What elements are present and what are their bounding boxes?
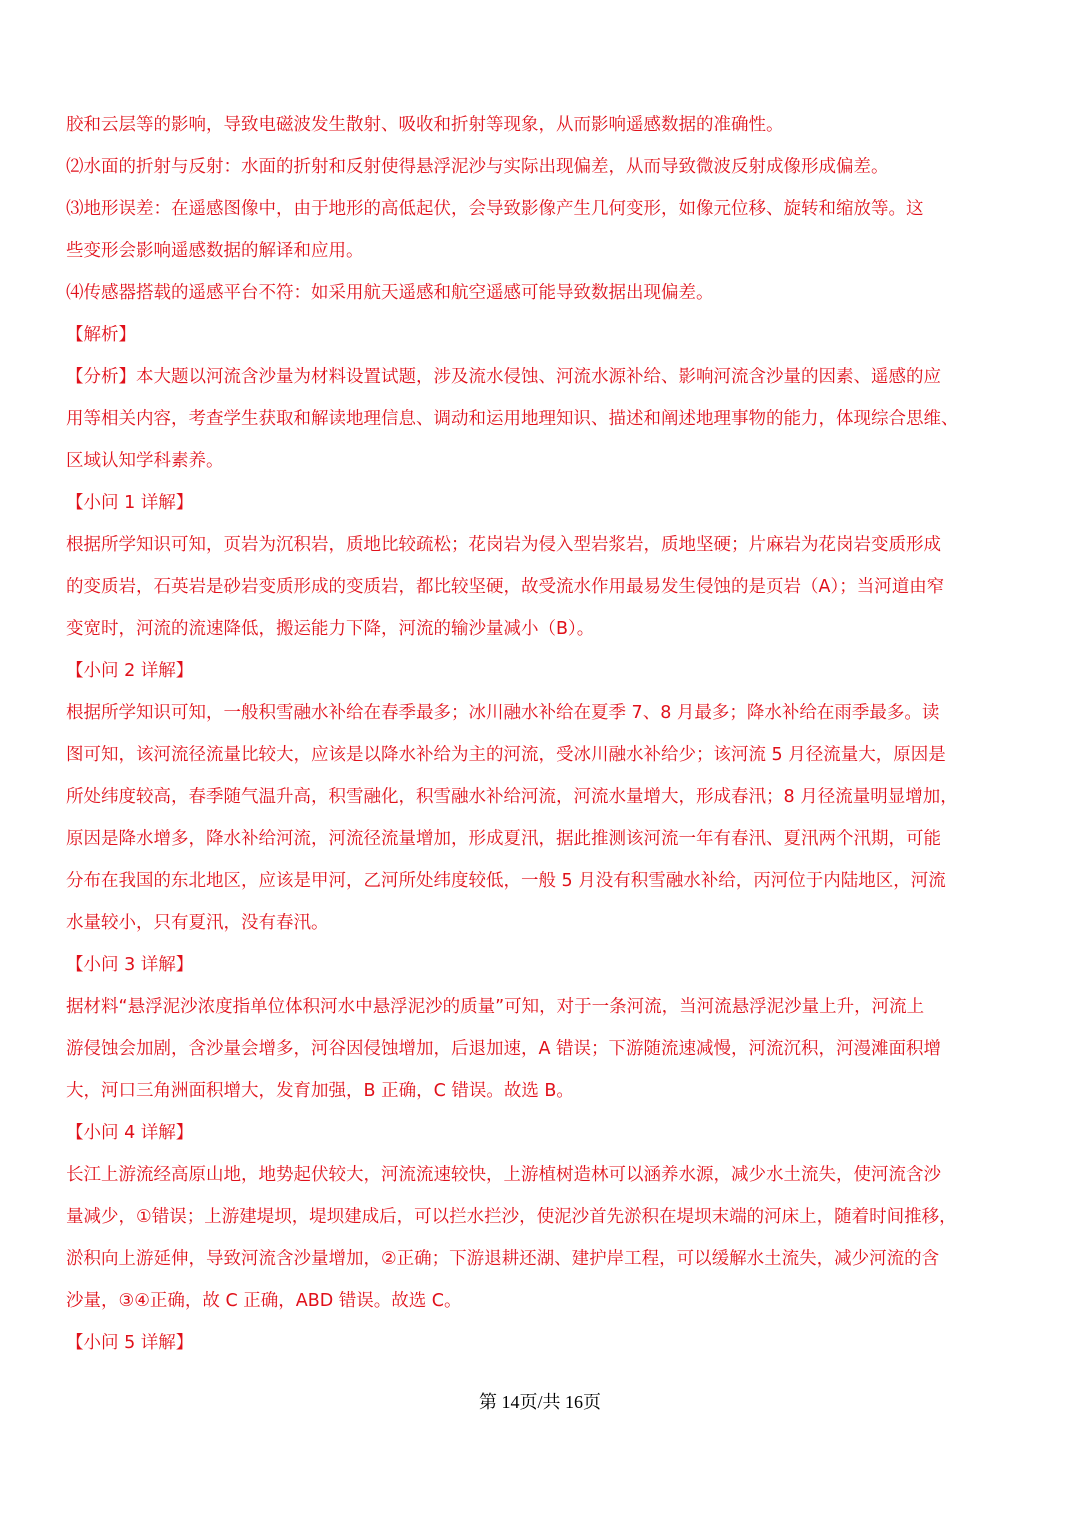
text-line: 胶和云层等的影响，导致电磁波发生散射、吸收和折射等现象，从而影响遥感数据的准确性。: [66, 115, 784, 135]
paragraph: [66, 1112, 1016, 1154]
text-line: 【分析】本大题以河流含沙量为材料设置试题，涉及流水侵蚀、河流水源补给、影响河流含沙量的因素、遥感的应: [66, 367, 941, 387]
paragraph: [66, 188, 1016, 272]
paragraph: [66, 146, 1016, 188]
text-line: 据材料“悬浮泥沙浓度指单位体积河水中悬浮泥沙的质量”可知，对于一条河流，当河流悬浮泥沙量上升，河流上: [66, 997, 925, 1017]
text-line: 原因是降水增多，降水补给河流，河流径流量增加，形成夏汛，据此推测该河流一年有春汛、夏汛两个汛期，可能: [66, 829, 941, 849]
text-line: 沙量，③④正确，故 C 正确，ABD 错误。故选 C。: [66, 1291, 462, 1311]
text-line: 长江上游流经高原山地，地势起伏较大，河流流速较快，上游植树造林可以涵养水源，减少水土流失，使河流含沙: [66, 1165, 941, 1185]
text-line: 【小问 2 详解】: [66, 661, 194, 681]
text-line: 的变质岩，石英岩是砂岩变质形成的变质岩，都比较坚硬，故受流水作用最易发生侵蚀的是页岩（A）；当河道由窄: [66, 577, 945, 597]
paragraph: [66, 692, 1016, 944]
text-line: 图可知，该河流径流量比较大，应该是以降水补给为主的河流，受冰川融水补给少；该河流 5 月径流量大，原因是: [66, 745, 946, 765]
paragraph: [66, 650, 1016, 692]
text-line: 变宽时，河流的流速降低，搬运能力下降，河流的输沙量减小（B）。: [66, 619, 595, 639]
paragraph: [66, 272, 1016, 314]
text-line: 【小问 1 详解】: [66, 493, 194, 513]
paragraph: [66, 104, 1016, 146]
text-line: 水量较小，只有夏汛，没有春汛。: [66, 913, 329, 933]
text-line: ⑷传感器搭载的遥感平台不符：如采用航天遥感和航空遥感可能导致数据出现偏差。: [66, 283, 714, 303]
paragraph: [66, 314, 1016, 356]
text-line: 区域认知学科素养。: [66, 451, 224, 471]
text-line: 游侵蚀会加剧，含沙量会增多，河谷因侵蚀增加，后退加速，A 错误；下游随流速减慢，河流沉积，河漫滩面积增: [66, 1039, 942, 1059]
paragraph: [66, 482, 1016, 524]
text-line: 【解析】: [66, 325, 136, 345]
text-line: 【小问 5 详解】: [66, 1333, 194, 1353]
text-line: 大，河口三角洲面积增大，发育加强，B 正确，C 错误。故选 B。: [66, 1081, 574, 1101]
paragraph: [66, 1154, 1016, 1322]
paragraph: [66, 356, 1016, 482]
text-line: 【小问 3 详解】: [66, 955, 194, 975]
text-line: 量减少，①错误；上游建堤坝，堤坝建成后，可以拦水拦沙，使泥沙首先淤积在堤坝末端的河床上，随着时间推移，: [66, 1207, 957, 1227]
text-line: 根据所学知识可知，页岩为沉积岩，质地比较疏松；花岗岩为侵入型岩浆岩，质地坚硬；片麻岩为花岗岩变质形成: [66, 535, 941, 555]
text-line: 些变形会影响遥感数据的解译和应用。: [66, 241, 364, 261]
page-footer: 第 14页/共 16页: [478, 1392, 601, 1412]
text-line: 淤积向上游延伸，导致河流含沙量增加，②正确；下游退耕还湖、建护岸工程，可以缓解水土流失，减少河流的含: [66, 1249, 940, 1269]
paragraph: [66, 944, 1016, 986]
paragraph: [66, 986, 1016, 1112]
paragraph: [66, 524, 1016, 650]
answer-explanation-text: [66, 104, 1016, 1364]
text-line: 分布在我国的东北地区，应该是甲河，乙河所处纬度较低，一般 5 月没有积雪融水补给，丙河位于内陆地区，河流: [66, 871, 946, 891]
text-line: 【小问 4 详解】: [66, 1123, 194, 1143]
text-line: 用等相关内容，考查学生获取和解读地理信息、调动和运用地理知识、描述和阐述地理事物的能力，体现综合思维、: [66, 409, 959, 429]
paragraph: [66, 1322, 1016, 1364]
text-line: 根据所学知识可知，一般积雪融水补给在春季最多；冰川融水补给在夏季 7、8 月最多；降水补给在雨季最多。读: [66, 703, 940, 723]
text-line: ⑵水面的折射与反射：水面的折射和反射使得悬浮泥沙与实际出现偏差，从而导致微波反射成像形成偏差。: [66, 157, 889, 177]
text-line: ⑶地形误差：在遥感图像中，由于地形的高低起伏，会导致影像产生几何变形，如像元位移、旋转和缩放等。这: [66, 199, 924, 219]
text-line: 所处纬度较高，春季随气温升高，积雪融化，积雪融水补给河流，河流水量增大，形成春汛；8 月径流量明显增加，: [66, 787, 958, 807]
